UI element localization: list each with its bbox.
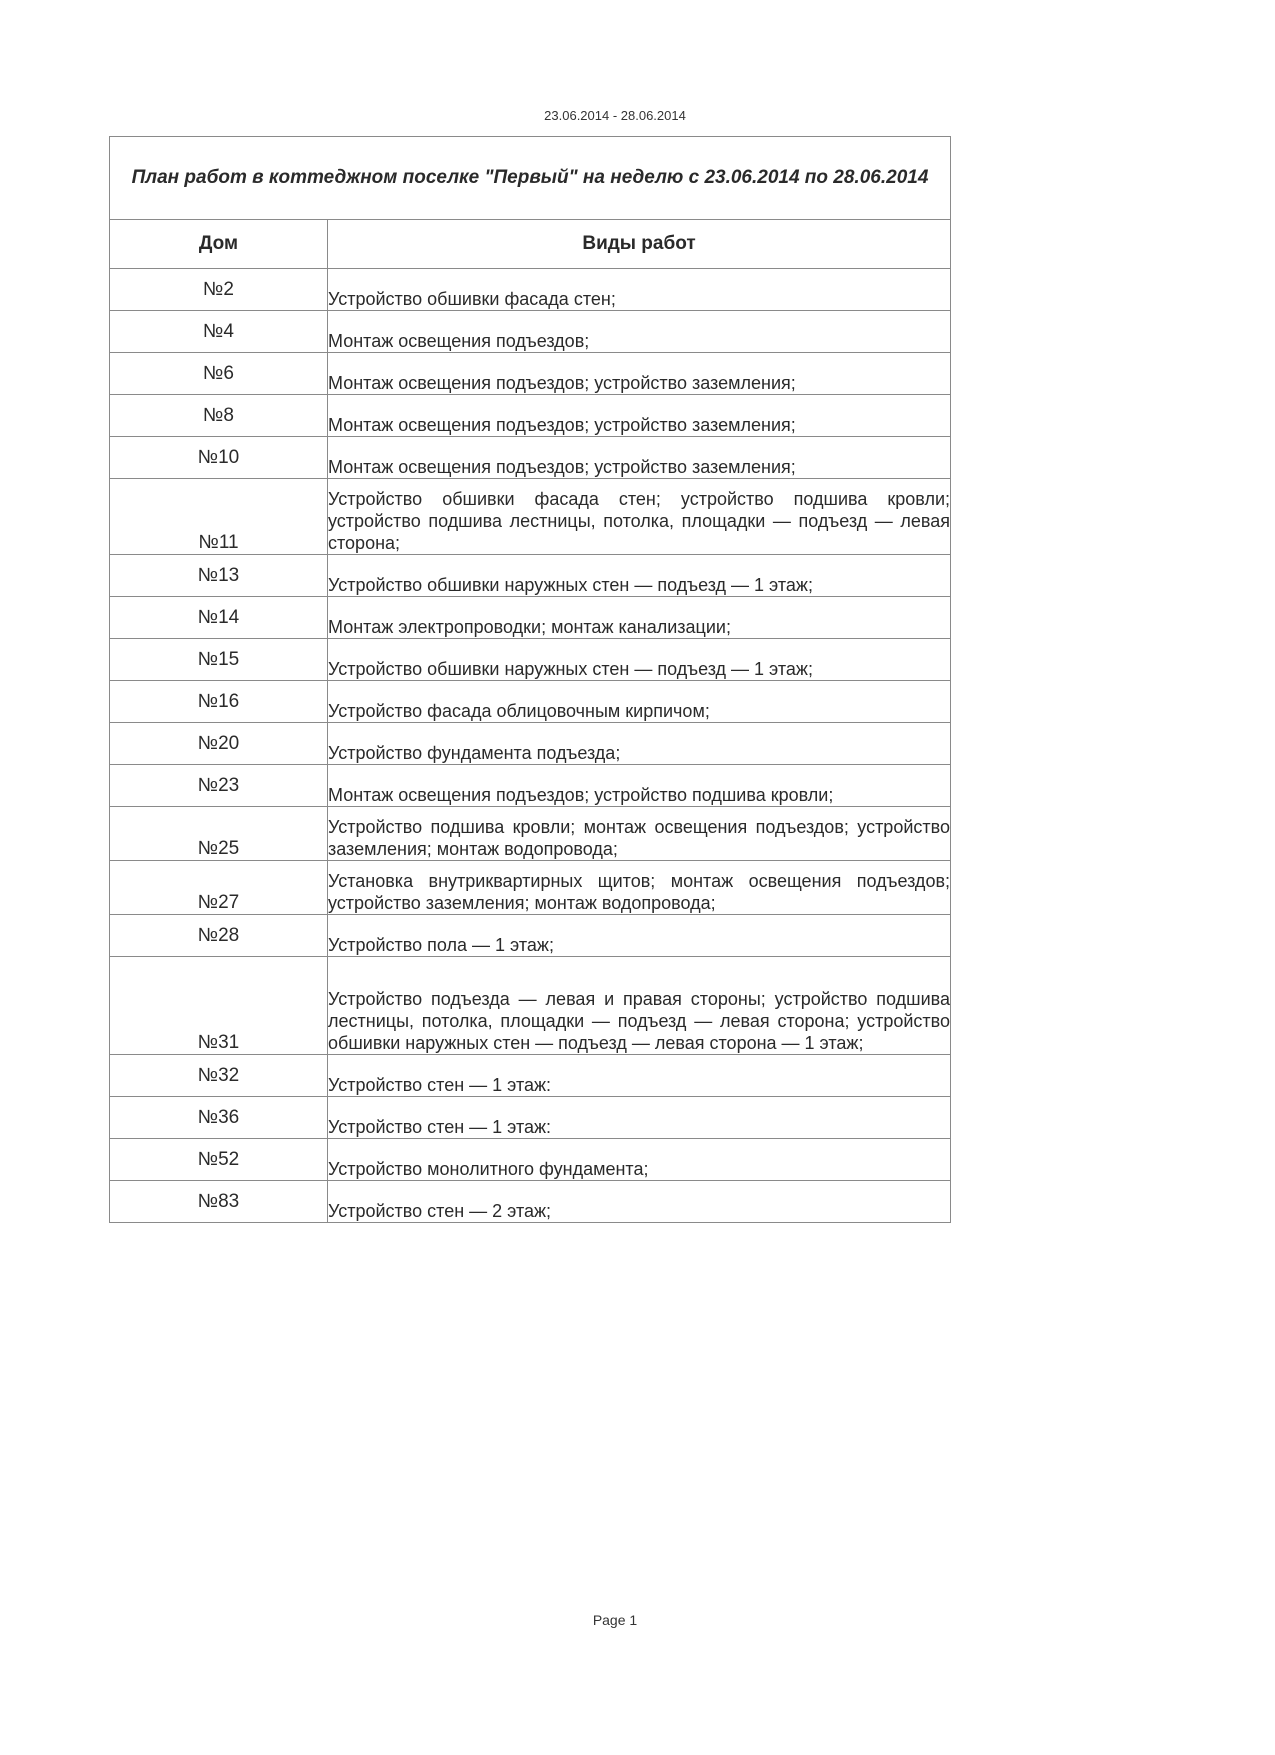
table-row <box>110 1055 951 1097</box>
house-number-cell: №16 <box>110 681 328 723</box>
page-number: Page 1 <box>592 1612 638 1628</box>
house-number-cell: №32 <box>110 1055 328 1097</box>
house-number-cell: №20 <box>110 723 328 765</box>
house-number-cell: №11 <box>110 479 328 555</box>
house-number-cell: №28 <box>110 915 328 957</box>
table-row <box>110 555 951 597</box>
house-number-cell: №31 <box>110 957 328 1055</box>
work-description-cell: Устройство стен — 1 этаж: <box>328 1097 951 1139</box>
table-row <box>110 269 951 311</box>
work-description-cell: Устройство пола — 1 этаж; <box>328 915 951 957</box>
work-description-cell: Устройство стен — 1 этаж: <box>328 1055 951 1097</box>
work-description-cell: Установка внутриквартирных щитов; монтаж освещения подъездов; устройство заземления; монтаж водопровода; <box>328 861 951 915</box>
house-number-cell: №13 <box>110 555 328 597</box>
work-description-cell: Устройство подшива кровли; монтаж освещения подъездов; устройство заземления; монтаж водопровода; <box>328 807 951 861</box>
house-number-cell: №15 <box>110 639 328 681</box>
table-row <box>110 915 951 957</box>
table-row <box>110 639 951 681</box>
work-description-cell: Устройство фасада облицовочным кирпичом; <box>328 681 951 723</box>
house-number-cell: №36 <box>110 1097 328 1139</box>
work-description-cell: Устройство монолитного фундамента; <box>328 1139 951 1181</box>
table-row <box>110 597 951 639</box>
table-row <box>110 311 951 353</box>
table-row <box>110 681 951 723</box>
column-header-work-types: Виды работ <box>328 220 951 269</box>
work-description-cell: Устройство обшивки наружных стен — подъезд — 1 этаж; <box>328 639 951 681</box>
work-plan-table <box>109 136 951 1223</box>
table-row <box>110 353 951 395</box>
table-row <box>110 957 951 1055</box>
work-description-cell: Монтаж освещения подъездов; устройство заземления; <box>328 353 951 395</box>
house-number-cell: №27 <box>110 861 328 915</box>
column-header-house: Дом <box>110 220 328 269</box>
work-description-cell: Монтаж освещения подъездов; устройство заземления; <box>328 437 951 479</box>
date-range-header: 23.06.2014 - 28.06.2014 <box>544 108 686 123</box>
house-number-cell: №52 <box>110 1139 328 1181</box>
house-number-cell: №4 <box>110 311 328 353</box>
work-description-cell: Устройство обшивки фасада стен; устройство подшива кровли; устройство подшива лестницы, потолка, площадки — подъезд — левая сторона; <box>328 479 951 555</box>
table-row <box>110 1181 951 1223</box>
table-row <box>110 1097 951 1139</box>
work-description-cell: Устройство стен — 2 этаж; <box>328 1181 951 1223</box>
table-row <box>110 807 951 861</box>
table-row <box>110 479 951 555</box>
house-number-cell: №23 <box>110 765 328 807</box>
table-row <box>110 723 951 765</box>
work-description-cell: Монтаж освещения подъездов; <box>328 311 951 353</box>
table-body <box>110 269 951 1223</box>
table-row <box>110 765 951 807</box>
house-number-cell: №8 <box>110 395 328 437</box>
work-description-cell: Устройство подъезда — левая и правая стороны; устройство подшива лестницы, потолка, площадки — подъезд — левая сторона; устройство обшивки наружных стен — подъезд — левая сторона — 1 этаж; <box>328 957 951 1055</box>
table-row <box>110 861 951 915</box>
house-number-cell: №14 <box>110 597 328 639</box>
table-title: План работ в коттеджном поселке "Первый" на неделю с 23.06.2014 по 28.06.2014 <box>110 137 951 220</box>
work-description-cell: Монтаж освещения подъездов; устройство заземления; <box>328 395 951 437</box>
house-number-cell: №25 <box>110 807 328 861</box>
work-description-cell: Устройство обшивки наружных стен — подъезд — 1 этаж; <box>328 555 951 597</box>
house-number-cell: №83 <box>110 1181 328 1223</box>
table-row <box>110 1139 951 1181</box>
work-description-cell: Монтаж электропроводки; монтаж канализации; <box>328 597 951 639</box>
house-number-cell: №6 <box>110 353 328 395</box>
work-description-cell: Устройство фундамента подъезда; <box>328 723 951 765</box>
work-description-cell: Устройство обшивки фасада стен; <box>328 269 951 311</box>
table-row <box>110 437 951 479</box>
work-description-cell: Монтаж освещения подъездов; устройство подшива кровли; <box>328 765 951 807</box>
house-number-cell: №10 <box>110 437 328 479</box>
table-row <box>110 395 951 437</box>
house-number-cell: №2 <box>110 269 328 311</box>
